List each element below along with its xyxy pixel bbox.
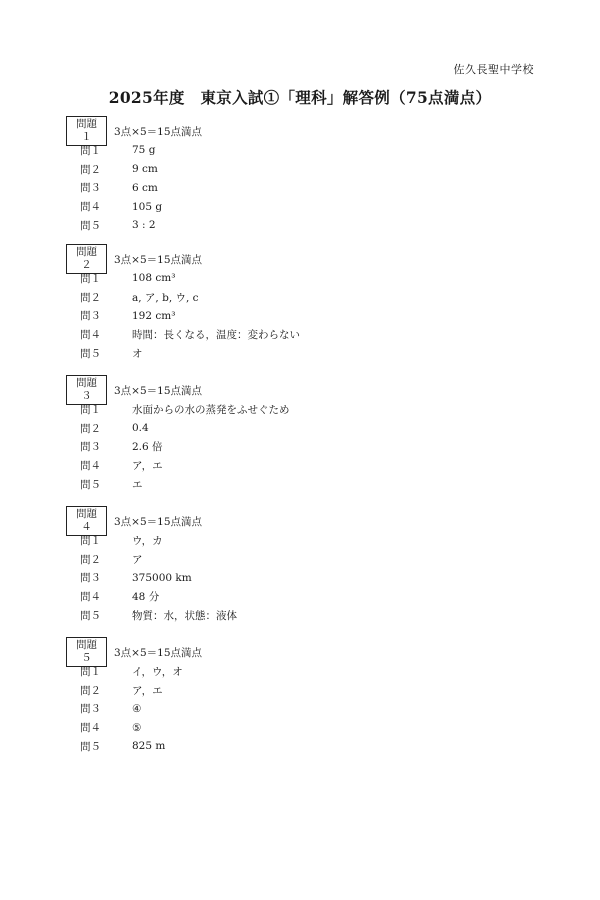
question-row [66,737,536,756]
section-header [66,508,536,533]
question-answer: ア，エ [132,684,163,697]
question-row [66,662,536,681]
question-label: 問４ [80,460,101,473]
question-row [66,606,536,625]
question-label: 問５ [80,740,101,753]
question-label: 問３ [80,310,101,323]
question-row [66,587,536,606]
question-answer: 192 cm³ [132,309,176,322]
question-answer: 3 : 2 [132,219,156,232]
question-row [66,475,536,494]
section-points: 3点×5＝15点満点 [114,384,203,397]
section-4 [66,508,536,625]
question-answer: 0.4 [132,422,149,435]
question-row [66,307,536,326]
section-label: 問題４ [66,506,107,536]
question-answer: a, ア, b, ウ, c [132,291,199,304]
question-answer: 2.6 倍 [132,441,163,454]
question-answer: 375000 km [132,571,192,584]
question-row [66,550,536,569]
question-row [66,197,536,216]
question-row [66,681,536,700]
question-label: 問１ [80,665,101,678]
question-answer: 108 cm³ [132,272,176,285]
question-label: 問２ [80,163,101,176]
question-label: 問１ [80,403,101,416]
question-answer: ウ，カ [132,534,163,547]
question-row [66,700,536,719]
section-5 [66,639,536,756]
question-answer: 9 cm [132,163,158,176]
question-row [66,456,536,475]
section-header [66,377,536,402]
question-label: 問５ [80,347,101,360]
question-answer: イ，ウ，オ [132,665,183,678]
school-name: 佐久長聖中学校 [453,63,534,76]
question-label: 問２ [80,684,101,697]
question-row [66,344,536,363]
section-header [66,118,536,143]
question-answer: ⑤ [132,721,142,734]
section-points: 3点×5＝15点満点 [114,125,203,138]
question-row [66,419,536,438]
section-label: 問題１ [66,116,107,146]
question-label: 問５ [80,219,101,232]
page-title: 2025年度 東京入試①「理科」解答例（75点満点） [108,88,492,107]
question-row [66,438,536,457]
question-label: 問２ [80,553,101,566]
question-label: 問１ [80,144,101,157]
question-label: 問３ [80,572,101,585]
question-label: 問５ [80,609,101,622]
question-label: 問４ [80,201,101,214]
question-row [66,216,536,235]
question-row [66,269,536,288]
section-points: 3点×5＝15点満点 [114,515,203,528]
question-label: 問３ [80,441,101,454]
question-row [66,288,536,307]
question-answer: 75 g [132,144,156,157]
question-row [66,569,536,588]
section-header [66,639,536,664]
question-answer: ア [132,553,143,566]
section-label: 問題３ [66,375,107,405]
question-row [66,160,536,179]
question-row [66,141,536,160]
question-label: 問３ [80,182,101,195]
question-label: 問１ [80,534,101,547]
section-3 [66,377,536,494]
question-label: 問２ [80,422,101,435]
section-2 [66,246,536,363]
section-label: 問題５ [66,637,107,667]
question-label: 問５ [80,478,101,491]
question-row [66,325,536,344]
question-answer: 時間：長くなる，温度：変わらない [132,329,300,342]
section-label: 問題２ [66,244,107,274]
question-row [66,179,536,198]
section-1 [66,118,536,235]
question-label: 問２ [80,291,101,304]
question-answer: エ [132,478,143,491]
section-points: 3点×5＝15点満点 [114,646,203,659]
question-label: 問４ [80,722,101,735]
question-row [66,718,536,737]
question-answer: ア，エ [132,460,163,473]
question-label: 問３ [80,703,101,716]
question-label: 問４ [80,591,101,604]
question-row [66,531,536,550]
section-points: 3点×5＝15点満点 [114,253,203,266]
question-answer: 水面からの水の蒸発をふせぐため [132,403,290,416]
question-answer: オ [132,347,143,360]
question-answer: 物質：水，状態：液体 [132,609,237,622]
question-label: 問４ [80,329,101,342]
question-answer: 825 m [132,740,166,753]
question-row [66,400,536,419]
section-header [66,246,536,271]
question-answer: 105 g [132,200,163,213]
question-answer: 48 分 [132,591,160,604]
question-label: 問１ [80,272,101,285]
question-answer: 6 cm [132,181,158,194]
question-answer: ④ [132,702,142,715]
